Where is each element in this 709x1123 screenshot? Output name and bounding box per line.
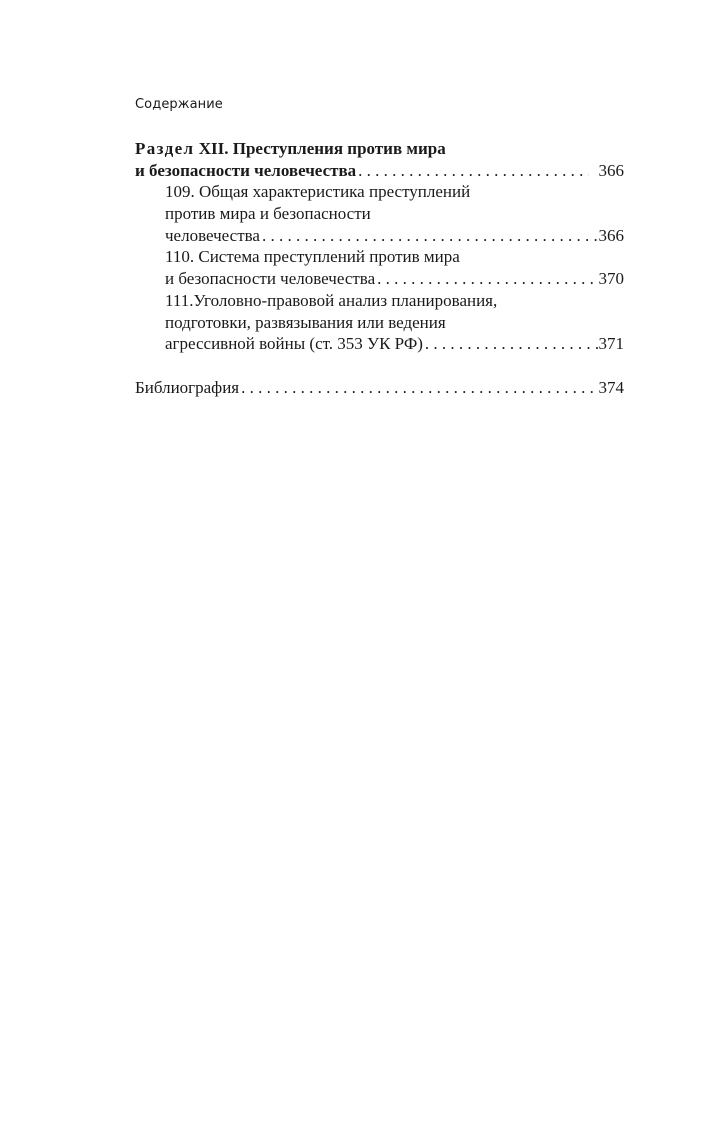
toc-chapter-text: человечества	[165, 225, 260, 245]
toc-chapter-109-page: 366	[598, 225, 624, 245]
toc-chapter-text: 110. Система преступлений против мира	[165, 247, 460, 267]
toc-chapter-109-line-2[interactable]	[135, 203, 624, 225]
toc-chapter-111-line-2[interactable]	[135, 312, 624, 334]
toc-section-title-line-1	[135, 138, 624, 160]
dot-leader	[423, 333, 599, 355]
toc-chapter-text: агрессивной войны (ст. 353 УК РФ)	[165, 334, 423, 354]
toc-bibliography-page: 374	[598, 377, 624, 397]
toc-chapter-111-line-1[interactable]	[135, 290, 624, 312]
toc-section-page: 366	[598, 160, 624, 180]
dot-leader	[260, 225, 599, 247]
dot-leader	[239, 377, 598, 399]
toc-chapter-109-line-1[interactable]	[135, 181, 624, 203]
toc-bibliography-entry[interactable]	[135, 377, 624, 399]
toc-chapter-109-line-3[interactable]	[135, 225, 624, 247]
dot-leader	[375, 268, 598, 290]
toc-chapter-text: 109. Общая характеристика преступлений	[165, 182, 471, 202]
toc-chapter-110-line-1[interactable]	[135, 246, 624, 268]
toc-section-title: XII. Преступления против мира	[198, 139, 446, 158]
toc-chapter-text: 111.Уголовно-правовой анализ планирования,	[165, 290, 498, 310]
toc-chapter-110-page: 370	[598, 269, 624, 289]
toc-chapter-text: против мира и безопасности	[165, 204, 371, 224]
toc-section-title-line-2: и безопасности человечества	[135, 160, 357, 180]
dot-leader	[356, 160, 588, 182]
toc-chapter-text: и безопасности человечества	[165, 269, 376, 289]
toc-section-entry[interactable]	[135, 160, 624, 182]
table-of-contents	[135, 138, 624, 399]
toc-chapter-111-page: 371	[598, 334, 624, 354]
toc-chapter-111-line-3[interactable]	[135, 333, 624, 355]
toc-chapter-text: подготовки, развязывания или ведения	[165, 312, 446, 332]
running-head: Содержание	[135, 97, 223, 112]
toc-bibliography-title: Библиография	[135, 377, 240, 397]
toc-section-label: Раздел	[135, 139, 195, 158]
toc-chapter-110-line-2[interactable]	[135, 268, 624, 290]
